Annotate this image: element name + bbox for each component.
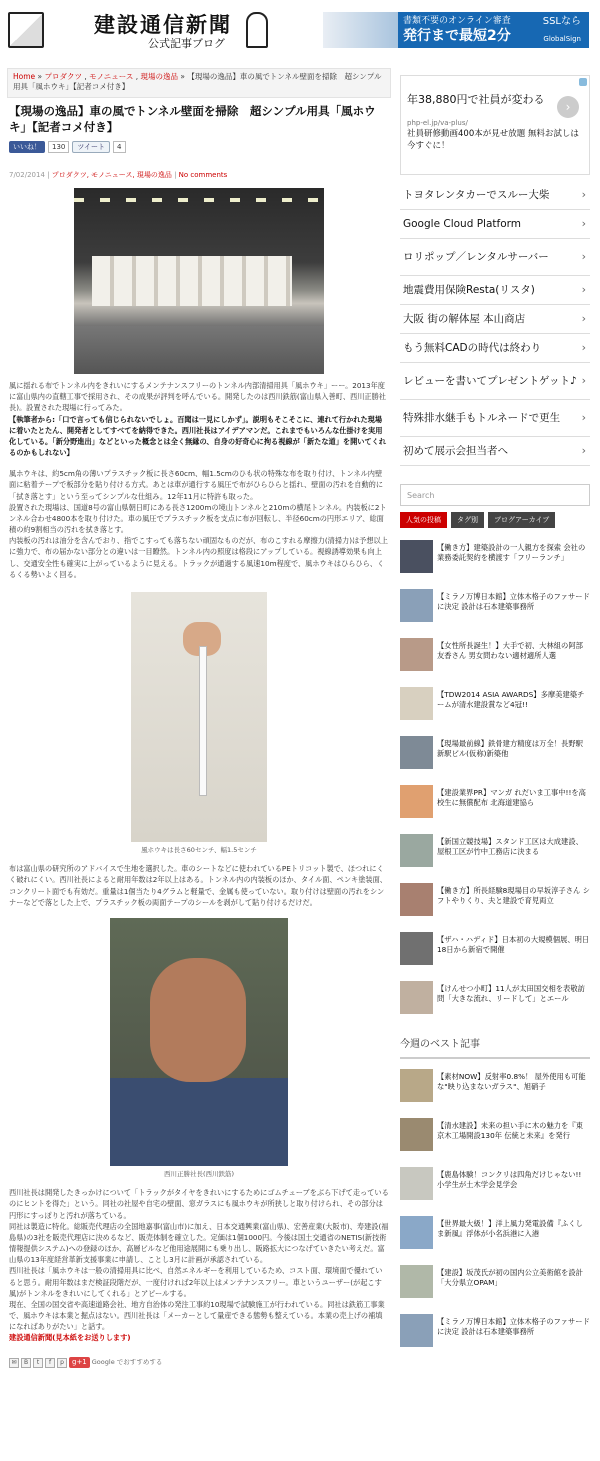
banner-image (323, 12, 398, 48)
thumbnail (400, 981, 433, 1014)
like-count: 130 (48, 141, 69, 153)
breadcrumb-mononews[interactable]: モノニュース (89, 72, 134, 81)
wind-broom-panels (92, 256, 292, 306)
chevron-right-icon: › (581, 187, 586, 201)
chevron-right-icon: › (581, 311, 586, 325)
newspaper-icon (8, 12, 44, 48)
chevron-right-icon: › (581, 410, 586, 424)
sidebar (400, 75, 590, 1363)
breadcrumb-sep: » (35, 72, 45, 81)
paragraph: 同社は製造に特化。総販売代理店の全国地嘉事(富山市)に加え、日本交通興業(富山県)、宏善産業(大阪市)、寿建設(福島県)の3社を販売代理店に決めるなど、販売体制を確立した。定価は1個1000円。今後は国土交通省のNETIS(新技術情報提供システム)への登録のほか、高層ビルなど他用途展開にも乗り出し、販路拡大につなげていきたい考えだ。富山県の13年度経営革新支援事業に申請し、ことし3月に計画が承認されている。 (9, 1221, 389, 1265)
tweet-button[interactable]: ツイート (72, 141, 110, 153)
tweet-count: 4 (113, 141, 125, 153)
thumbnail (400, 785, 433, 818)
sponsored-link[interactable]: 大阪 街の解体屋 本山商店 › (400, 305, 590, 334)
ad-description: 社員研修動画400本が見せ放題 無料お試しは今すぐに！ (407, 129, 579, 152)
portrait-face (150, 958, 246, 1082)
sponsored-link[interactable]: ロリポップ／レンタルサーバー › (400, 239, 590, 276)
list-item[interactable]: 【ミラノ万博日本館】立体木格子のファサードに決定 設計は石本建築事務所 (400, 589, 590, 638)
banner-ssl: SSLなら (542, 16, 581, 27)
thumbnail (400, 736, 433, 769)
credit-link[interactable]: 建設通信新聞(見本紙をお送りします) (9, 1333, 131, 1343)
author-note: 【執筆者から:「口で言っても信じられないでしょ。百聞は一見にしかず」。説明もそこそこに、連れて行かれた現場に着いたとたん、開発者としてすべてを納得できた。西川社長はアイデアマンだ。これまでもいろんな仕掛けを実用化している。「新分野進出」などといった概念とは全く無縁の、自身の好奇心に拘る視線が「新たな道」を開いてくれるのかもしれない】 (9, 414, 387, 458)
thumbnail (400, 589, 433, 622)
breadcrumb: Home » プロダクツ , モノニュース , 現場の逸品 » 【現場の逸品】車の風でトンネル壁面を掃除 超シンプル用具「風ホウキ」【記者コメ付き】 (7, 68, 391, 98)
post-meta: 7/02/2014 | プロダクツ, モノニュース, 現場の逸品 | No comments (9, 171, 228, 180)
tab-tags[interactable]: タグ別 (451, 512, 484, 528)
tunnel-photo (74, 188, 324, 374)
chevron-right-icon: › (581, 282, 586, 296)
list-item[interactable]: 【働き方】建築設計の一人親方を探索 会社の業務委託契約を横渡す「フリーランチ」 (400, 540, 590, 589)
list-item[interactable]: 【ミラノ万博日本館】立体木格子のファサードに決定 設計は石本建築事務所 (400, 1314, 590, 1363)
mail-icon[interactable]: ✉ (9, 1358, 19, 1368)
chevron-right-icon: › (581, 373, 586, 387)
thumbnail (400, 932, 433, 965)
wind-broom-photo (131, 592, 267, 842)
list-item[interactable]: 【ザハ・ハディド】日本初の大規模個展、明日18日から新宿で開催 (400, 932, 590, 981)
popular-posts (400, 540, 590, 1030)
sponsored-link[interactable]: レビューを書いてプレゼントゲット♪ › (400, 363, 590, 400)
ad-headline: 年38,880円で社員が変わる (407, 93, 545, 106)
cloth-strip (199, 646, 207, 796)
google-recommend-text: Google でおすすめする (91, 1357, 163, 1366)
breadcrumb-current: 【現場の逸品】車の風でトンネル壁面を掃除 超シンプル用具「風ホウキ」【記者コメ付き】 (13, 72, 382, 92)
ad-url: php-el.jp/va-plus/ (407, 118, 468, 127)
list-item[interactable]: 【鹿島体験！コンクリは四角だけじゃない!! 小学生が土木学会見学会 (400, 1167, 590, 1216)
site-logo[interactable] (8, 8, 268, 52)
photo-caption: 西川正勝社長(西川鉄筋) (163, 1169, 235, 1178)
pinterest-icon[interactable]: p (57, 1358, 67, 1368)
post-comments[interactable]: No comments (178, 171, 228, 180)
thumbnail (400, 540, 433, 573)
thumbnail (400, 834, 433, 867)
banner-line2: 発行まで最短2分 (403, 28, 511, 44)
google-plus-button[interactable]: g+1 (69, 1357, 90, 1367)
list-item[interactable]: 【けんせつ小町】11人が太田国交相を表敬訪問「大きな流れ、リードして」とエール (400, 981, 590, 1030)
paragraph: 風ホウキは、約5cm角の薄いプラスチック板に長さ60cm、幅1.5cmのひも状の特殊な布を取り付け、トンネル内壁面に粘着テープで板部分を貼り付ける方式。あとは車が通行する風圧で布がひらひらと揺れ、壁面の汚れを自動的に「拭き落とす」という至ってシンプルな仕組み。12年11月に特許も取った。 (9, 469, 384, 501)
paragraph: 風に揺れる布でトンネル内をきれいにするメンテナンスフリーのトンネル内部清掃用具「風ホウキ」ーー。2013年度に富山県内の直轄工事で採用され、その成果が評判を呼んでいる。開発したのは西川鉄筋(富山県入善町、西川正勝社長)。設置された現場に行ってみた。 (9, 381, 386, 413)
tunnel-lights (74, 198, 324, 202)
post-categories[interactable]: プロダクツ, モノニュース, 現場の逸品 (51, 171, 172, 180)
paragraph: 西川社長は開発したきっかけについて「トラックがタイヤをきれいにするためにゴムチューブをぶら下げて走っているのにヒントを得た」という。同社の社屋や自宅の壁面、窓ガラスにも風ホウキが所狭しと取り付けられ、その部分は円形にすっぽりと汚れが落ちている。 (9, 1188, 389, 1220)
list-item[interactable]: 【清水建設】未来の担い手に木の魅力を『東京木工場開設130年 伝統と未来』を発行 (400, 1118, 590, 1167)
thumbnail (400, 1314, 433, 1347)
sponsored-link[interactable]: Google Cloud Platform › (400, 210, 590, 239)
list-item[interactable]: 【TDW2014 ASIA AWARDS】多摩美建築チームが清水建設賞など4冠!! (400, 687, 590, 736)
page-title: 【現場の逸品】車の風でトンネル壁面を掃除 超シンプル用具「風ホウキ」【記者コメ付き】 (9, 104, 376, 134)
road-surface (74, 326, 324, 374)
thumbnail (400, 1265, 433, 1298)
facebook-icon[interactable]: f (45, 1358, 55, 1368)
photo-caption: 風ホウキは長さ60センチ、幅1.5センチ (141, 845, 257, 854)
thumbnail (400, 1216, 433, 1249)
post-date: 7/02/2014 (9, 171, 45, 180)
search-input[interactable]: Search (400, 484, 590, 506)
breadcrumb-genba[interactable]: 現場の逸品 (140, 72, 179, 81)
list-item[interactable]: 【建設業界PR】マンガ れだいま工事中!!を高校生に無償配布 北海道建協ら (400, 785, 590, 834)
sidebar-ad[interactable] (400, 75, 590, 175)
sponsored-link[interactable]: 特殊排水継手もトルネードで更生 › (400, 400, 590, 437)
main-content (7, 68, 391, 1368)
thumbnail (400, 687, 433, 720)
list-item[interactable]: 【建設】坂茂氏が初の国内公立美術館を設計「大分県立OPAM」 (400, 1265, 590, 1314)
list-item[interactable]: 【新国立競技場】スタンド工区は大成建設、屋根工区が竹中工務店に決まる (400, 834, 590, 883)
thumbnail (400, 883, 433, 916)
sponsored-link[interactable]: 初めて展示会担当者へ › (400, 437, 590, 466)
portrait-photo (110, 918, 288, 1166)
banner-brand: GlobalSign (543, 35, 581, 43)
paragraph: 布は富山県の研究所のアドバイスで生地を選択した。車のシートなどに使われているPEトリコット製で、ほつれにくく破れにくい。西川社長によると耐用年数は2年以上はある。トンネル内の内装板のほか、タイル面、ペンキ塗装面、コンクリート面でも有効だ。重量は1個当たり4グラムと軽量で、金属も使っていない。取り付けは壁面の汚れをシンナーなどで落とした上で、プラスチック板の両面テープのシールを剥がして貼り付けるだけだ。 (9, 864, 387, 907)
chevron-right-icon: › (581, 249, 586, 263)
chevron-right-icon: › (581, 216, 586, 230)
list-item[interactable]: 【女性所長誕生！】大手で初、大林組の阿部友香さん 男女問わない適材適所人選 (400, 638, 590, 687)
ad-info-icon[interactable] (579, 78, 587, 86)
sponsored-link[interactable]: 地震費用保険Resta(リスタ) › (400, 276, 590, 305)
sponsored-link[interactable]: トヨタレンタカーでスルー大柴 › (400, 181, 590, 210)
chevron-right-icon: › (581, 443, 586, 457)
site-header (0, 0, 600, 62)
sponsored-links (400, 181, 590, 466)
logo-subtitle: 公式記事ブログ (148, 37, 225, 50)
thumbnail (400, 1069, 433, 1102)
breadcrumb-home[interactable]: Home (13, 72, 36, 81)
weekly-best-heading: 今週のベスト記事 (400, 1038, 590, 1059)
list-item[interactable]: 【働き方】所長経験8現場目の早坂淳子さん シフトやりくり、夫と建設で育児両立 (400, 883, 590, 932)
top-banner-ad[interactable] (323, 12, 589, 48)
social-buttons (9, 140, 389, 154)
twitter-icon[interactable]: t (33, 1358, 43, 1368)
mascot-icon (246, 12, 268, 48)
facebook-like-button[interactable]: いいね！ (9, 141, 45, 153)
thumbnail (400, 638, 433, 671)
logo-title: 建設通信新聞 (94, 12, 232, 37)
paragraph: 設置された現場は、国道8号の富山県朝日町にある長さ1200mの境山トンネルと210mの横尾トンネル。内装板に2トンネル合わせ4800本を取り付けた。車の風圧でプラスチック板を支点に布が回転し、半径60cmの円形エリア、総面積の約9割相当の汚れを拭き落とす。 (9, 502, 387, 535)
share-bar (9, 1357, 389, 1367)
portrait-shirt (110, 1078, 288, 1166)
chevron-right-icon: › (581, 340, 586, 354)
paragraph: 現在、全国の国交省や高速道路会社、地方自治体の発注工事約10現場で試験施工が行われている。同社は鉄筋工事業で、風ホウキは本業と掘点はない。西川社長は「メーカーとして量産できる態勢も整えている。本業の売上げの補填になればありがたい」と話す。 (9, 1299, 385, 1332)
blog-icon[interactable]: B (21, 1358, 31, 1368)
breadcrumb-products[interactable]: プロダクツ (44, 72, 83, 81)
paragraph: 内装板の汚れは油分を含んでおり、指でこすっても落ちない頑固なものだが、布のこすれる摩擦力(清掃力)は予想以上に強力で、布の届かない部分との違いは一目瞭然。トンネル内の照度は格段にアップしている。視線誘導効果も向上し、交通安全性も確実に上がっているように見える。トラックが通過する風速10m程度で、風ホウキはひらひら、くるくる勢いよく回る。 (9, 536, 388, 579)
banner-line1: 書類不要のオンライン審査 (403, 16, 511, 26)
paragraph: 西川社長は「風ホウキは一般の清掃用具に比べ、自然エネルギーを利用しているため、コスト面、環境面で優れていると思う。耐用年数はまだ検証段階だが、一度付ければ2年以上はメンテナンスフリー。車というユーザー(が起こす風)がトンネルをきれいにしてくれる」とアピールする。 (9, 1266, 383, 1298)
sponsored-link[interactable]: もう無料CADの時代は終わり › (400, 334, 590, 363)
weekly-posts (400, 1069, 590, 1363)
thumbnail (400, 1167, 433, 1200)
list-item[interactable]: 【現場最前線】鉄骨建方精度は万全！長野駅新駅ビル(仮称)新築他 (400, 736, 590, 785)
sidebar-tabs (400, 512, 590, 528)
thumbnail (400, 1118, 433, 1151)
list-item[interactable]: 【素材NOW】反射率0.8%！ 屋外使用も可能な"映り込まないガラス"、旭硝子 (400, 1069, 590, 1118)
list-item[interactable]: 【世界最大級！】洋上風力発電設備『ふくしま新風』浮体が小名浜港に入港 (400, 1216, 590, 1265)
tab-popular[interactable]: 人気の投稿 (400, 512, 447, 528)
tab-archive[interactable]: ブログアーカイブ (488, 512, 555, 528)
chevron-right-icon[interactable]: › (557, 96, 579, 118)
